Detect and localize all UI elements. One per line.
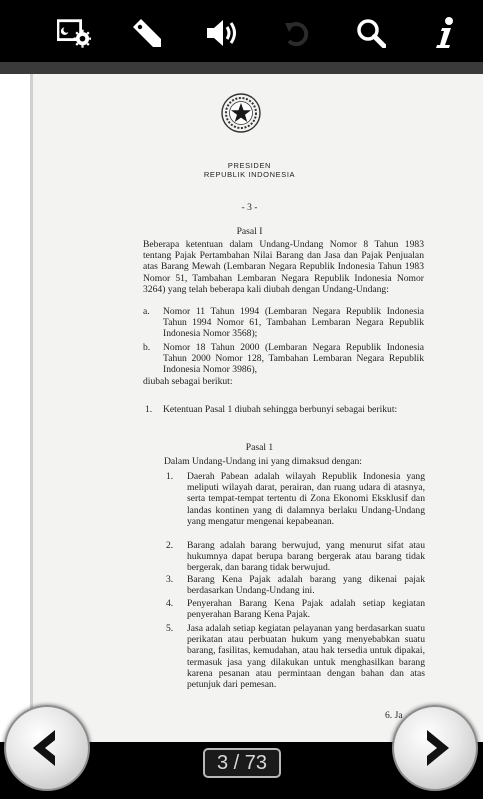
definition-label: 5. [166, 623, 174, 634]
info-icon[interactable] [428, 16, 462, 50]
top-toolbar [0, 0, 483, 62]
intro-paragraph: Beberapa ketentuan dalam Undang-Undang Nomor 8 Tahun 1983 tentang Pajak Pertambahan Nilai Barang dan Jasa dan Pajak Penjualan atas Barang Mewah (Lembaran Negara Republik Indonesia Tahun 1983 Nomor 51, Tambahan Lembaran Negara Republik Indonesia Nomor 3264) yang telah beberapa kali diubah dengan Undang-Undang: [143, 239, 424, 295]
definition-label: 2. [166, 540, 174, 551]
undo-icon[interactable] [281, 16, 315, 50]
amend-a-text: Nomor 11 Tahun 1994 (Lembaran Negara Republik Indonesia Tahun 1994 Nomor 61, Tambahan Lembaran Negara Republik Indonesia Nomor 3568); [163, 306, 424, 340]
definition-label: 4. [166, 598, 174, 609]
definition-text: Penyerahan Barang Kena Pajak adalah setiap kegiatan penyerahan Barang Kena Pajak. [187, 598, 425, 621]
amend-b-text: Nomor 18 Tahun 2000 (Lembaran Negara Republik Indonesia Tahun 2000 Nomor 128, Tambahan Lembaran Negara Republik Indonesia Nomor 3986), [163, 342, 424, 376]
definition-text: Barang Kena Pajak adalah barang yang dikenai pajak berdasarkan Undang-Undang ini. [187, 574, 425, 597]
pasal-1-title: Pasal 1 [245, 442, 274, 453]
arrow-left-icon [25, 726, 69, 770]
page-counter[interactable]: 3 / 73 [203, 748, 281, 778]
header-presiden: PRESIDEN [227, 161, 272, 170]
next-page-hint: 6. Ja [385, 710, 403, 721]
definition-text: Barang adalah barang berwujud, yang menurut sifat atau hukumnya dapat berupa barang bergerak atau barang tidak bergerak, dan barang tidak berwujud. [187, 540, 425, 574]
display-settings-icon[interactable] [57, 16, 91, 50]
item-1-label: 1. [145, 404, 153, 415]
pasal-1-intro: Dalam Undang-Undang ini yang dimaksud dengan: [164, 456, 362, 467]
definition-label: 1. [166, 471, 174, 482]
arrow-right-icon [413, 726, 457, 770]
next-page-button[interactable] [392, 705, 478, 791]
changed-as-text: diubah sebagai berikut: [143, 376, 233, 387]
item-1-text: Ketentuan Pasal 1 diubah sehingga berbunyi sebagai berikut: [163, 404, 398, 415]
pasal-i-title: Pasal I [236, 226, 263, 237]
speaker-icon[interactable] [205, 16, 239, 50]
previous-page-button[interactable] [4, 705, 90, 791]
page-marker: - 3 - [241, 202, 258, 213]
header-republik: REPUBLIK INDONESIA [203, 170, 296, 179]
toolbar-divider [0, 62, 483, 74]
bookmark-icon[interactable] [130, 16, 164, 50]
definition-text: Daerah Pabean adalah wilayah Republik Indonesia yang meliputi wilayah darat, perairan, dan ruang udara di atasnya, serta tempat-tempat tertentu di Zona Ekonomi Eksklusif dan landas kontinen yang di dalamnya berlaku Undang-Undang yang mengatur mengenai kepabeanan. [187, 471, 425, 527]
definition-label: 3. [166, 574, 174, 585]
document-page[interactable] [33, 74, 483, 742]
definition-text: Jasa adalah setiap kegiatan pelayanan yang berdasarkan suatu perikatan atau perbuatan hukum yang menyebabkan suatu barang, fasilitas, kemudahan, atau hak tersedia untuk dipakai, termasuk jasa yang dilakukan untuk menghasilkan barang karena pesanan atau permintaan dengan bahan dan atas petunjuk dari pemesan. [187, 623, 425, 691]
amend-b-label: b. [143, 342, 151, 353]
garuda-emblem-icon [220, 92, 262, 134]
amend-a-label: a. [143, 306, 150, 317]
search-icon[interactable] [354, 16, 388, 50]
